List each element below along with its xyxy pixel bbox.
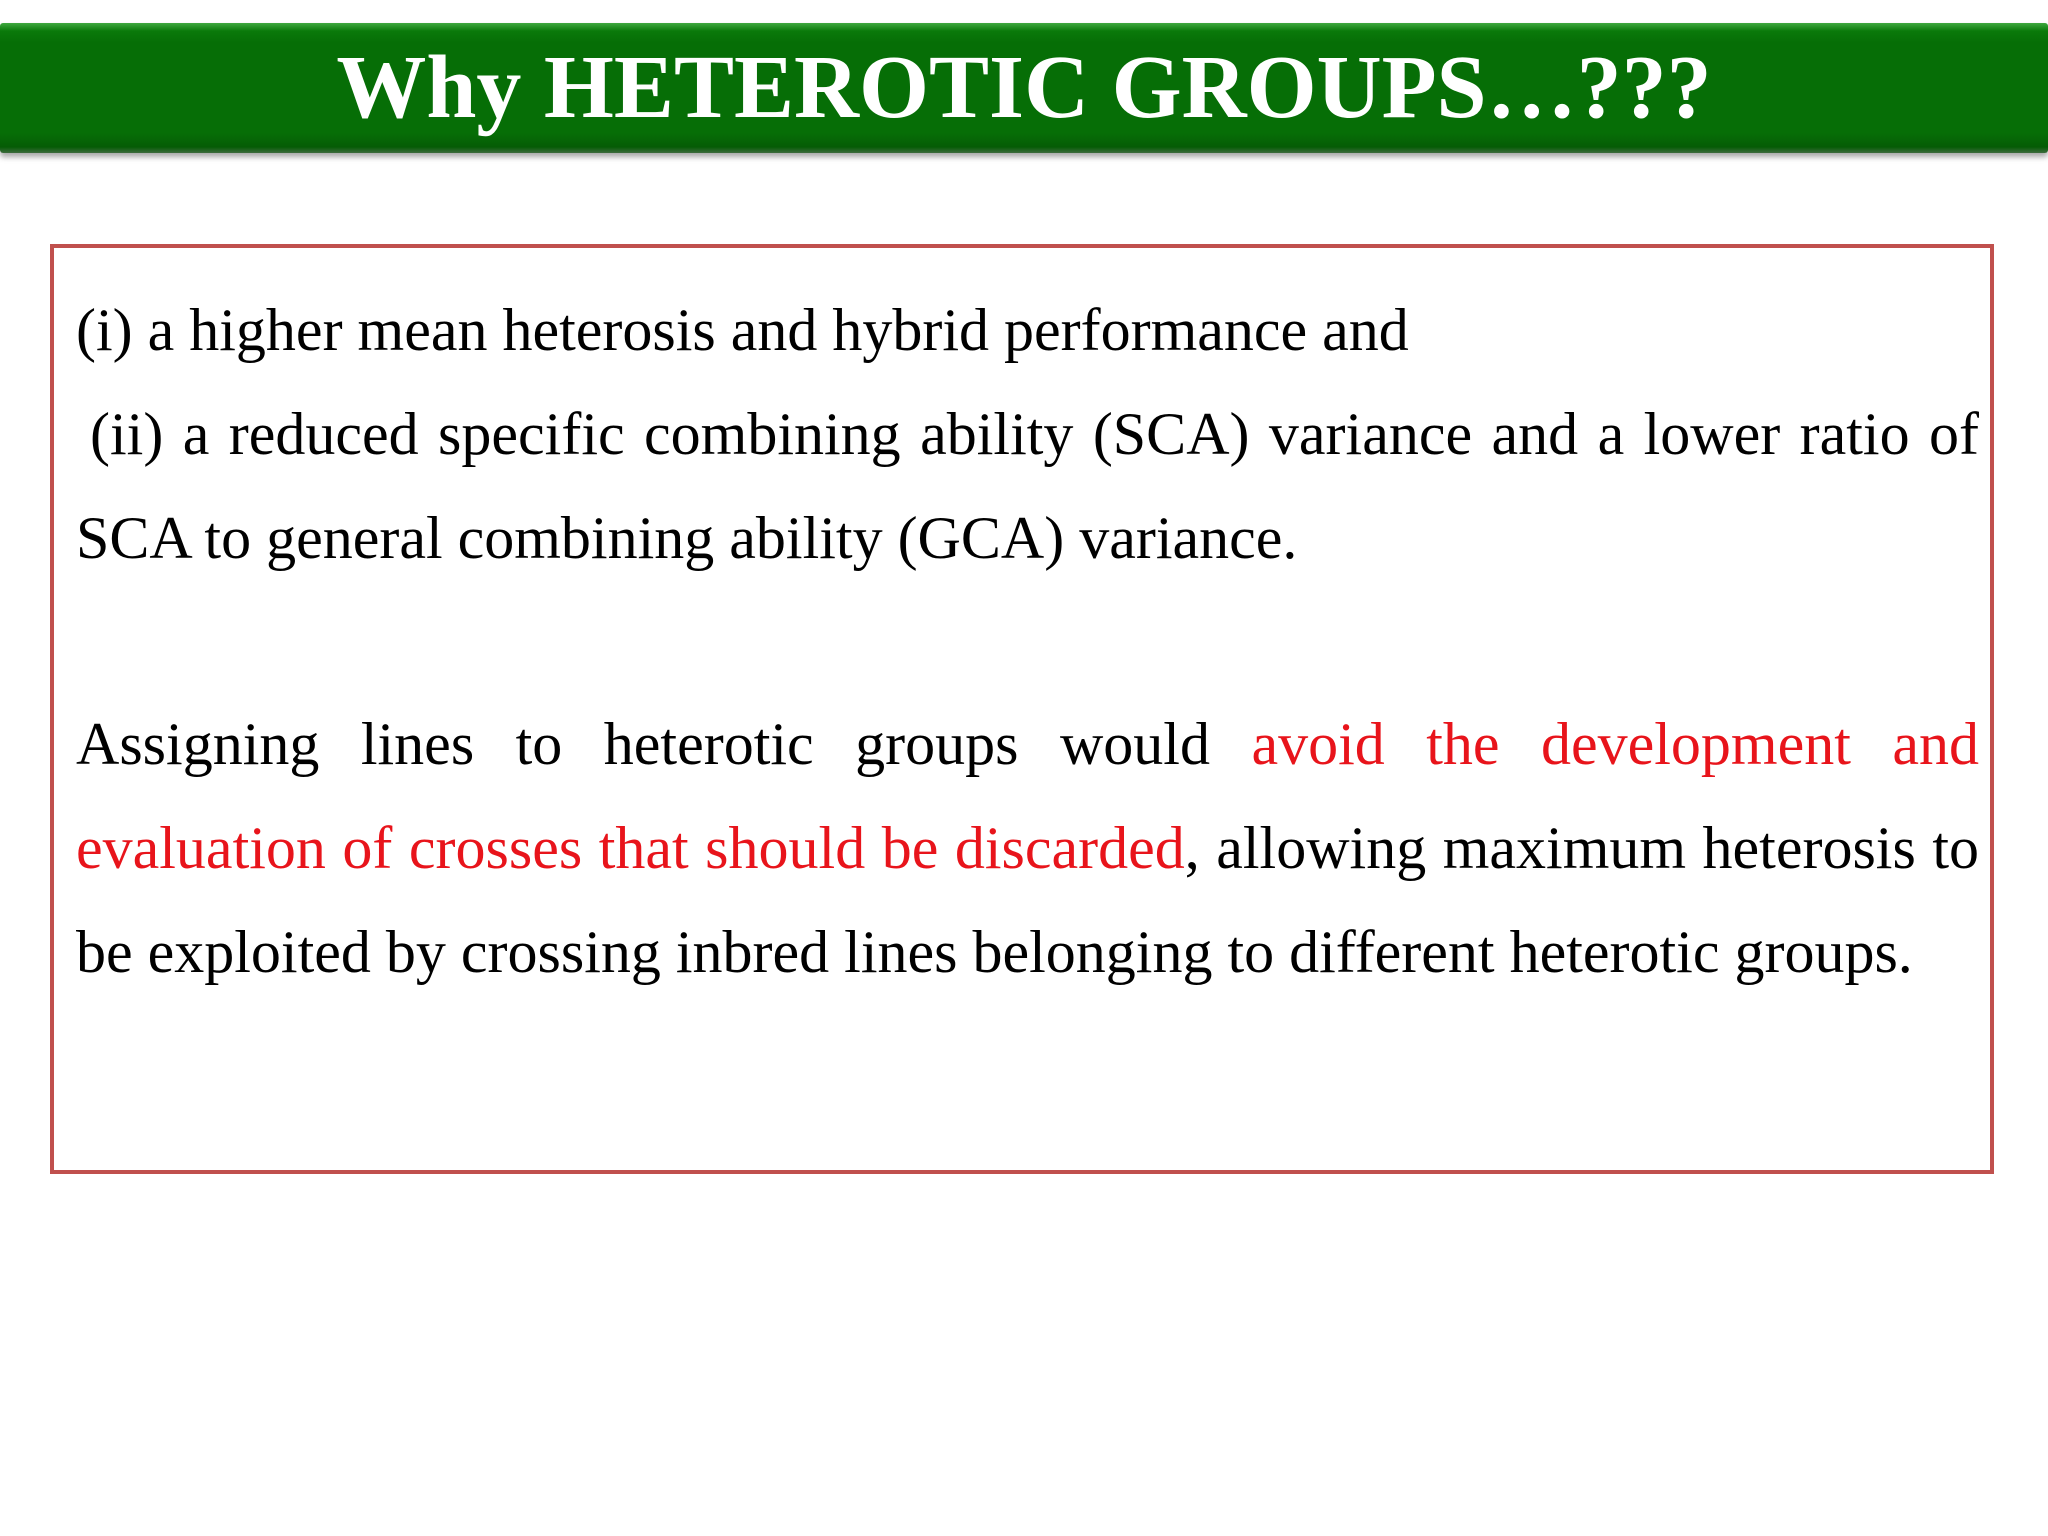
paragraph-text-2: , allowing maximum heterosis to be exploited by crossing inbred lines belonging to different heterotic groups.: [76, 815, 1979, 985]
point-2: (ii) a reduced specific combining ability (SCA) variance and a lower ratio of SCA to general combining ability (GCA) variance.: [76, 401, 1979, 571]
explanation-paragraph: [76, 692, 1979, 1004]
paragraph-text-1: Assigning lines to heterotic groups would: [76, 711, 1252, 777]
title-bar: [0, 23, 2048, 153]
highlighted-text: avoid the development and evaluation of crosses that should be discarded: [76, 711, 1979, 881]
point-1: (i) a higher mean heterosis and hybrid performance and: [76, 297, 1409, 363]
content-box: [50, 244, 1994, 1174]
points-list: [76, 278, 1979, 590]
slide-title: Why HETEROTIC GROUPS…???: [336, 38, 1712, 137]
